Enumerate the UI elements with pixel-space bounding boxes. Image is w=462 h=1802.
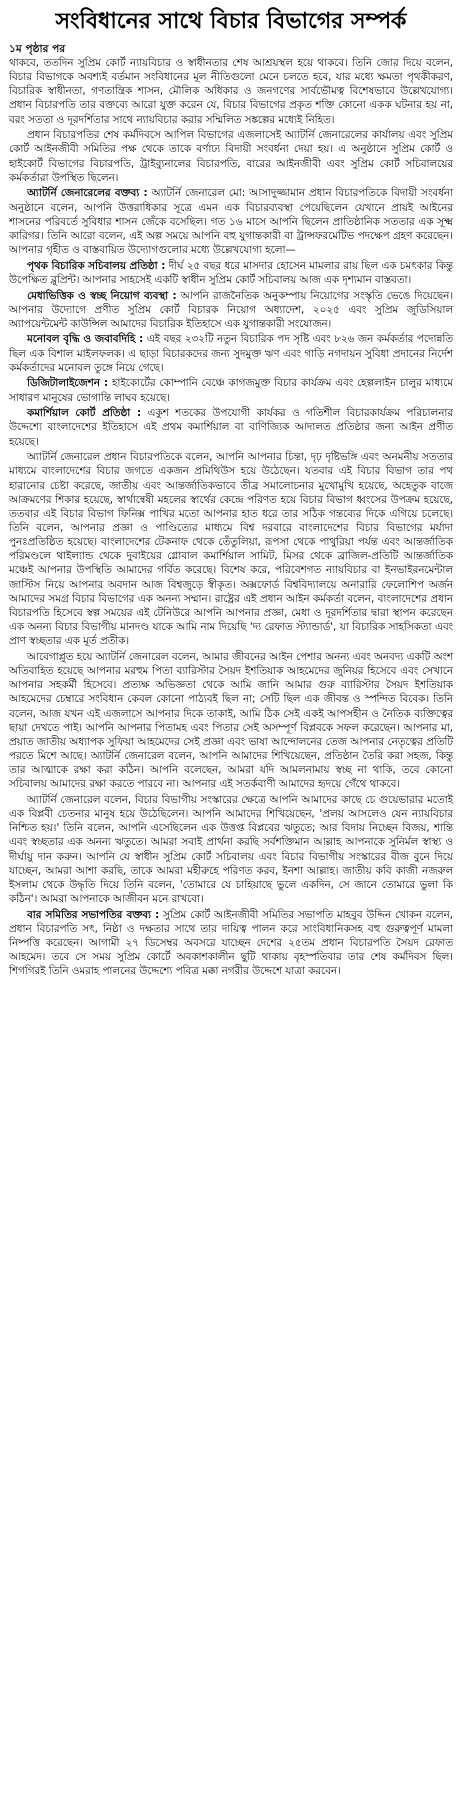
paragraph-subhead: অ্যাটর্নি জেনারেলের বক্তব্য : bbox=[27, 187, 148, 200]
body-paragraph bbox=[9, 376, 453, 404]
headline: সংবিধানের সাথে বিচার বিভাগের সম্পর্ক bbox=[55, 8, 407, 34]
paragraph-text: এই বছর ২৩২টি নতুন বিচারিক পদ সৃষ্টি এবং ৮২৬ জন কর্মকর্তার পদোন্নতি ছিল এক বিশাল মাইলফলক। এ ছাড়া বিচারকদের জন্য সুদমুক্ত ঋণ এবং গাড়ি নগদায়ন সুবিধা প্রদানের নির্দেশ কর্মকর্তাদের মনোবল তুঙ্গে নিয়ে গেছে। bbox=[9, 333, 453, 374]
continued-from-label: ১ম পৃষ্ঠার পর bbox=[9, 43, 66, 55]
paragraph-text: থাকবে, ততদিন সুপ্রিম কোর্ট ন্যায়বিচার ও স্বাধীনতার শেষ আশ্রয়স্থল হয়ে থাকবে। তিনি জোর দিয়ে বলেন, বিচার বিভাগকে অবশ্যই বর্তমান সংবিধানের মূল নীতিগুলো মেনে চলতে হবে, যার মধ্যে ক্ষমতা পৃথকীকরণ, বিচারিক স্বাধীনতা, গণতান্ত্রিক শাসন, মৌলিক অধিকার ও জনগণের সার্বভৌমত্ব বিশেষভাবে উল্লেখযোগ্য। প্রধান বিচারপতি তার বক্তব্যে আরো যুক্ত করেন যে, বিচার বিভাগের প্রকৃত শক্তি কোনো একক ঘটনার হয় না, বরং সততা ও দূরদর্শিতার সাথে ন্যায়বিচার করার সম্মিলিত সঙ্কল্পের মধ্যেই নিহিত। bbox=[9, 57, 453, 126]
body-paragraph bbox=[9, 186, 453, 257]
paragraph-text: সুপ্রিম কোর্ট আইনজীবী সমিতির সভাপতি মাহবুব উদ্দিন খোকন বলেন, প্রধান বিচারপতি সৎ, নিষ্ঠা ও দক্ষতার সাথে তার দায়িত্ব পালন করে সাংবিধানিকসহ বহু গুরুত্বপূর্ণ মামলা নিষ্পত্তি করেছেন। আগামী ২৭ ডিসেম্বর অবসরে যাচ্ছেন দেশের ২৫তম প্রধান বিচারপতি সৈয়দ রেফাত আহমেদ। তবে সে সময় সুপ্রিম কোর্টে অবকাশকালীন ছুটি থাকায় বৃহস্পতিবার তার শেষ কর্মদিবস ছিল। শিগগিরই তিনি ওমরাহ পালনের উদ্দেশ্যে পবিত্র মক্কা নগরীর উদ্দেশে যাত্রা করবেন। bbox=[9, 908, 453, 978]
paragraph-subhead: বার সমিতির সভাপতির বক্তব্য : bbox=[27, 908, 160, 921]
paragraph-text: একুশ শতকের উপযোগী কার্যকর ও গতিশীল বিচারকার্যক্রম পরিচালনার উদ্দেশ্যে বাংলাদেশের ইতিহাসে এই প্রথম কমার্শিয়াল বা বাণিজ্যিক আদালত প্রতিষ্ঠার জন্য আইন প্রণীত হয়েছে। bbox=[9, 407, 453, 448]
body-paragraph bbox=[9, 259, 453, 287]
paragraph-text: প্রধান বিচারপতির শেষ কর্মদিবসে আপিল বিভাগের এজলাসেই অ্যাটর্নি জেনারেলের কার্যালয় এবং সুপ্রিম কোর্ট আইনজীবী সমিতির পক্ষ থেকে তাকে বর্ণাঢ্য বিদায়ী সংবর্ধনা দেয়া হয়। এ অনুষ্ঠানে সুপ্রিম কোর্ট ও হাইকোর্ট বিভাগের বিচারপতি, ট্রাইব্যুনালের বিচারপতি, বারের আইনজীবী এবং সুপ্রিম কোর্ট সচিবালয়ের কর্মকর্তারা উপস্থিত ছিলেন। bbox=[9, 129, 453, 184]
body-paragraph bbox=[9, 908, 453, 979]
body-paragraph bbox=[9, 332, 453, 374]
body-paragraph bbox=[9, 406, 453, 448]
paragraph-text: দীর্ঘ ২৫ বছর ধরে মাসদার হোসেন মামলার রায় ছিল এক চমৎকার কিন্তু উপেক্ষিত ব্লুপ্রিন্ট। আপনার সাহসেই একটি স্বাধীন সুপ্রিম কোর্ট সচিবালয় আজ এক দৃশ্যমান বাস্তবতা। bbox=[9, 259, 454, 286]
paragraph-text: হাইকোর্টের কোম্পানি বেঞ্চে কাগজমুক্ত বিচার কার্যক্রম এবং হেল্পলাইন চালুর মাধ্যমে সাধারণ মানুষের ভোগান্তি লাঘব হয়েছে। bbox=[9, 377, 453, 404]
article-body bbox=[9, 56, 453, 979]
paragraph-subhead: মেধাভিত্তিক ও স্বচ্ছ নিয়োগ ব্যবস্থা : bbox=[27, 289, 177, 302]
paragraph-subhead: পৃথক বিচারিক সচিবালয় প্রতিষ্ঠা : bbox=[27, 259, 166, 272]
paragraph-text: আপনি রাজনৈতিক অনুকম্পায় নিয়োগের সংস্কৃতি ভেঙে দিয়েছেন। আপনার উদ্যোগে প্রণীত সুপ্রিম কোর্ট বিচারক নিয়োগ অধ্যাদেশ, ২০২৫ এবং সুপ্রিম জুডিসিয়াল অ্যাপয়েন্টমেন্ট কাউন্সিল আমাদের বিচারিক ইতিহাসে এক যুগান্তকারী সংযোজন। bbox=[9, 289, 454, 330]
body-paragraph bbox=[9, 56, 453, 127]
paragraph-text: অ্যাটর্নি জেনারেল বলেন, বিচার বিভাগীয় সংস্কারের ক্ষেত্রে আপনি আমাদের কাছে চে গুয়েভারার মতোই এক বিপ্লবী চেতনার মানুষ হয়ে উঠেছিলেন। আপনি আমাদের শিখিয়েছেন, 'প্রলয় আসলেও যেন ন্যায়বিচার নিশ্চিত হয়।' তিনি বলেন, আপনি এসেছিলেন এক উত্তপ্ত বিপ্লবের ঋতুতে; আর বিদায় নিচ্ছেন বিজয়, শান্তি এবং স্বচ্ছতার এক অনন্য ঋতুতে। আমরা সবাই প্রার্থনা করছি সর্বশক্তিমান আল্লাহ আপনাকে সুনির্মল স্বাস্থ্য ও দীর্ঘায়ু দান করুন। আপনি যে স্বাধীন সুপ্রিম কোর্ট সচিবালয় এবং বিচার বিভাগীয় সংস্কারের বীজ বুনে দিয়ে যাচ্ছেন, আমরা আশা করছি, তাকে আমরা মহীরুহে পরিণত করব, ইনশা আল্লাহ। জাতীয় কবি কাজী নজরুল ইসলাম থেকে উদ্ধৃতি দিয়ে তিনি বলেন, 'তোমারে যে চাহিয়াছে ভুলে একদিন, সে জানে তোমারে ভুলা কি কঠিন'। আমরা আপনাকে আজীবন মনে রাখবো। bbox=[9, 793, 453, 906]
body-paragraph bbox=[9, 450, 453, 648]
paragraph-text: অ্যাটর্নি জেনারেল প্রধান বিচারপতিকে বলেন, আপনি আপনার চিন্তা, দৃঢ় দৃষ্টিভঙ্গি এবং অনমনীয় সততার মাধ্যমে বাংলাদেশের বিচার জগতে একজন প্রমিথিউস হয়ে উঠেছেন। যতবার এই বিচার বিভাগ তার পথ হারানোর চেষ্টা করেছে, জাতীয় এবং আন্তর্জাতিকভাবে তীব্র সমালোচনার মুখোমুখি হয়েছে, অহেতুক বাজে আক্রমণের শিকার হয়েছে, স্বার্থান্বেষী মহলের স্বার্থের কেন্দ্রে পরিণত হয়ে বিচার বিভাগ ধ্বংসের উপক্রম হয়েছে, ততবার এই বিচার বিভাগ ফিনিক্স পাখির মতো আপনার হাত ধরে তার সঠিক গন্তব্যের দিকে এগিয়ে চলেছে। তিনি বলেন, আপনার প্রজ্ঞা ও পাণ্ডিত্যের মাধ্যমে বিশ্ব দরবারে বাংলাদেশের বিচার বিভাগের মর্যাদা পুনঃপ্রতিষ্ঠিত হয়েছে। বাংলাদেশের টেকনাফ থেকে তেঁতুলিয়া, রূপসা থেকে পাথুরিয়া পর্যন্ত এবং আন্তর্জাতিক পরিমণ্ডলে থাইল্যান্ড থেকে দুবাইয়ের গ্লোবাল কমার্শিয়াল সামিট, মিসর থেকে ব্রাজিল-প্রতিটি আন্তর্জাতিক মঞ্চেই আপনার উপস্থিতি আমাদের গর্বিত করেছে। বিশেষ করে, পরিবেশগত ন্যায়বিচার বা ইনভাইরনমেন্টাল জাস্টিস নিয়ে আপনার অবদান আজ বিশ্বজুড়ে স্বীকৃত। অক্সফোর্ড বিশ্ববিদ্যালয়ে অনারারি ফেলোশিপ অর্জন আমাদের সমগ্র বিচার বিভাগের এক অনন্য সম্মান। রাষ্ট্রের এই প্রধান আইন কর্মকর্তা বলেন, বাংলাদেশের প্রধান বিচারপতি হিসেবে স্বল্প সময়ের এই টেনিউরে আপনি আপনার প্রজ্ঞা, মেধা ও দূরদর্শিতার দ্বারা স্থাপন করেছেন এক অনন্য বিচার বিভাগীয় মানদণ্ড যাকে আমি নাম দিয়েছি 'দ্য রেফাত স্ট্যান্ডার্ড', যা বিচারিক সাহসিকতা এবং প্রাণ স্বচ্ছতার এক মূর্ত প্রতীক। bbox=[9, 451, 453, 648]
paragraph-text: আবেগাপ্লুত হয়ে অ্যাটর্নি জেনারেল বলেন, আমার জীবনের আইন পেশার অনন্য এবং অনবদ্য একটি অংশ অতিবাহিত হয়েছে আপনার মরহুম পিতা ব্যারিস্টার সৈয়দ ইশতিয়াক আহমেদের জুনিয়র হিসেবে এবং সেখানে আপনার সহকর্মী হিসেবে। প্রত্যক্ষ অভিজ্ঞতা থেকে আমি জানি আমার গুরু ব্যারিস্টার সৈয়দ ইশতিয়াক আহমেদের চেম্বারে সংবিধান কেবল কোনো পাঠ্যবই ছিল না; সেটি ছিল এক জীবন্ত ও স্পন্দিত বিবেক। তিনি বলেন, আজ যখন এই এজলাসে আপনার দিকে তাকাই, আমি ঠিক সেই একই আপসহীন ও নৈতিক ব্যক্তিত্বের ছায়া দেখতে পাই। আপনি আপনার পিতামহ এবং পিতার সেই অসম্পূর্ণ বিপ্লবকে সফল করেছেন। আপনার মা, প্রয়াত জাতীয় অধ্যাপক সুফিয়া আহমেদের সেই প্রজ্ঞা এবং ভাষা আন্দোলনের তেজ আপনার নেতৃত্বের প্রতিটি পরতে মিশে আছে। অ্যাটর্নি জেনারেল বলেন, আপনি আমাদের শিখিয়েছেন, প্রতিষ্ঠান তৈরি করা সহজ, কিন্তু তার আত্মাকে রক্ষা করা কঠিন। আপনি বলেছেন, আমরা যদি আমলনামায় স্বচ্ছ না থাকি, তবে কোনো সচিবালয় আমাদের রক্ষা করতে পারবে না। আপনার এই সতর্কবাণী আমাদের হৃদয়ে গেঁথে থাকবে। bbox=[9, 650, 453, 791]
body-paragraph bbox=[9, 289, 453, 331]
body-paragraph bbox=[9, 650, 453, 792]
paragraph-subhead: কমার্শিয়াল কোর্ট প্রতিষ্ঠা : bbox=[27, 407, 142, 420]
body-paragraph bbox=[9, 793, 453, 906]
body-paragraph bbox=[9, 128, 453, 185]
paragraph-text: অ্যাটর্নি জেনারেল মো: আসাদুজ্জামান প্রধান বিচারপতিকে বিদায়ী সংবর্ধনা অনুষ্ঠানে বলেন, আপনি উত্তরাধিকার সূত্রে এমন এক বিচারব্যবস্থা পেয়েছিলেন যেখানে প্রায়ই আইনের শাসনের পরিবর্তে সুবিধার শাসন জেঁকে বসেছিল। গত ১৬ মাসে আপনি ছিলেন প্রাতিষ্ঠানিক সততার এক সূক্ষ্ম কারিগর। তিনি আরো বলেন, এই অল্প সময়ে আপনি বহু যুগান্তকারী বা ট্রান্সফরমেটিভ পদক্ষেপ গ্রহণ করেছেন। আপনার গৃহীত ও বাস্তবায়িত উদ্যোগগুলোর মধ্যে উল্লেখযোগ্য হলো— bbox=[9, 187, 453, 257]
paragraph-subhead: ডিজিটালাইজেশন : bbox=[27, 377, 109, 390]
paragraph-subhead: মনোবল বৃদ্ধি ও জবাবদিহি : bbox=[27, 333, 144, 346]
